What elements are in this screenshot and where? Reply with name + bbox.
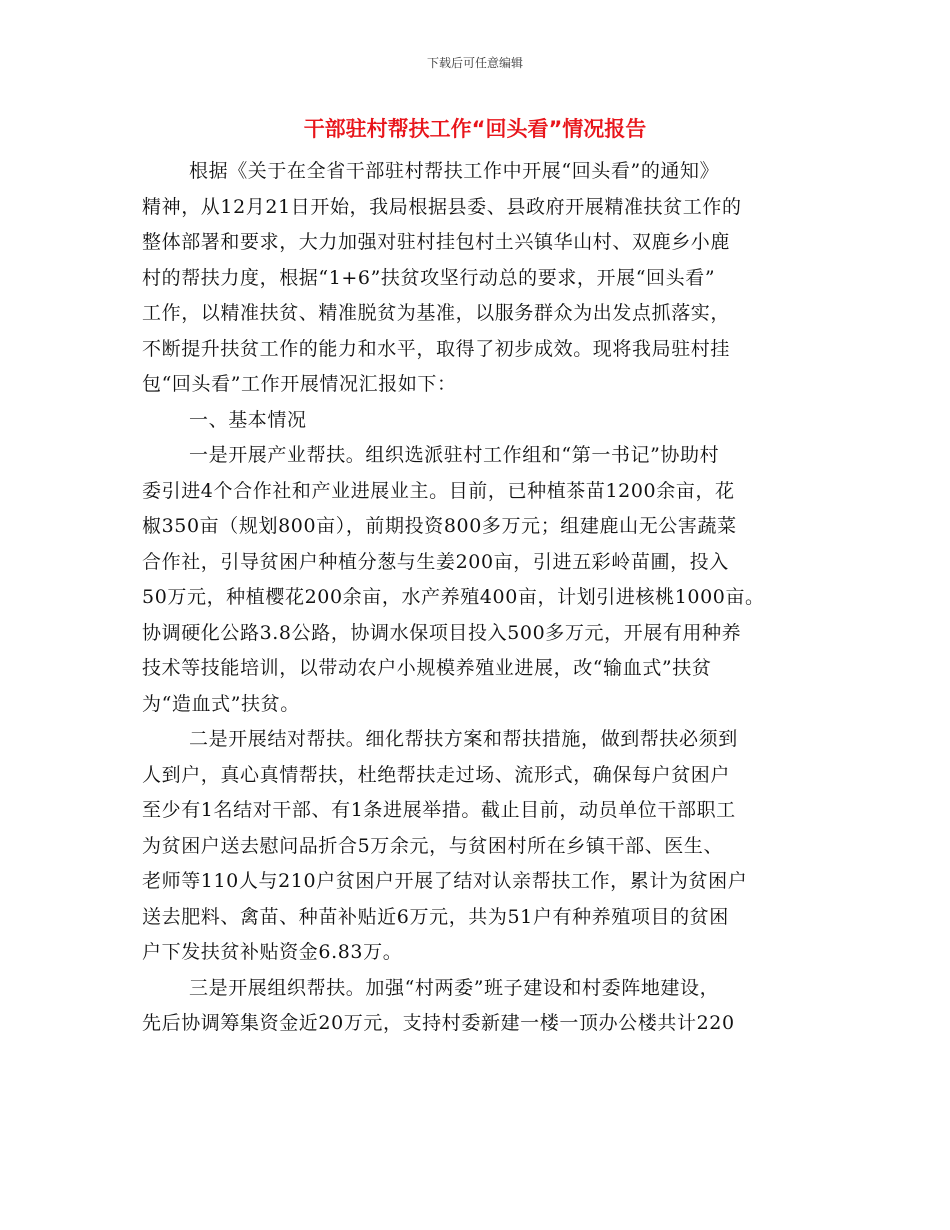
body-line: 为“造血式”扶贫。 bbox=[142, 692, 300, 715]
body-line: 协调硬化公路3.8公路，协调水保项目投入500多万元，开展有用种养 bbox=[142, 621, 742, 644]
body-line: 工作，以精准扶贫、精准脱贫为基准，以服务群众为出发点抓落实， bbox=[142, 302, 731, 324]
body-line: 至少有1名结对干部、有1条进展举措。截止目前，动员单位干部职工 bbox=[142, 799, 736, 821]
body-line: 先后协调筹集资金近20万元，支持村委新建一楼一顶办公楼共计220 bbox=[142, 1012, 735, 1034]
body-line: 为贫困户送去慰问品折合5万余元，与贫困村所在乡镇干部、医生、 bbox=[142, 834, 724, 857]
body-line: 三是开展组织帮扶。加强“村两委”班子建设和村委阵地建设， bbox=[189, 976, 720, 999]
body-line: 椒350亩（规划800亩），前期投资800多万元；组建鹿山无公害蔬菜 bbox=[142, 515, 737, 537]
body-line: 技术等技能培训，以带动农户小规模养殖业进展，改“输血式”扶贫 bbox=[142, 657, 712, 679]
body-line: 委引进4个合作社和产业进展业主。目前，已种植茶苗1200余亩，花 bbox=[142, 479, 735, 502]
body-line: 二是开展结对帮扶。细化帮扶方案和帮扶措施，做到帮扶必须到 bbox=[189, 728, 738, 750]
body-line: 整体部署和要求，大力加强对驻村挂包村土兴镇华山村、双鹿乡小鹿 bbox=[142, 231, 731, 253]
document-body bbox=[142, 154, 817, 1042]
header-note: 下载后可任意编辑 bbox=[426, 56, 523, 70]
body-line: 村的帮扶力度，根据“1+6”扶贫攻坚行动总的要求，开展“回头看” bbox=[142, 266, 716, 289]
document-title: 干部驻村帮扶工作“回头看”情况报告 bbox=[303, 117, 647, 141]
body-line: 包“回头看”工作开展情况汇报如下： bbox=[142, 373, 457, 395]
body-line: 一、基本情况 bbox=[189, 408, 307, 431]
body-line: 合作社，引导贫困户种植分葱与生姜200亩，引进五彩岭苗圃，投入 bbox=[142, 550, 729, 573]
body-line: 人到户，真心真情帮扶，杜绝帮扶走过场、流形式，确保每户贫困户 bbox=[142, 763, 731, 786]
body-line: 老师等110人与210户贫困户开展了结对认亲帮扶工作，累计为贫困户 bbox=[142, 870, 748, 892]
body-line: 户下发扶贫补贴资金6.83万。 bbox=[142, 941, 403, 963]
body-line: 送去肥料、禽苗、种苗补贴近6万元，共为51户有种养殖项目的贫困 bbox=[142, 905, 729, 928]
body-line: 一是开展产业帮扶。组织选派驻村工作组和“第一书记”协助村 bbox=[189, 444, 720, 466]
body-line: 50万元，种植樱花200余亩，水产养殖400亩，计划引进核桃1000亩。 bbox=[142, 586, 765, 608]
body-line: 根据《关于在全省干部驻村帮扶工作中开展“回头看”的通知》 bbox=[189, 160, 720, 182]
body-line: 精神，从12月21日开始，我局根据县委、县政府开展精准扶贫工作的 bbox=[142, 195, 742, 218]
body-line: 不断提升扶贫工作的能力和水平，取得了初步成效。现将我局驻村挂 bbox=[142, 337, 731, 360]
